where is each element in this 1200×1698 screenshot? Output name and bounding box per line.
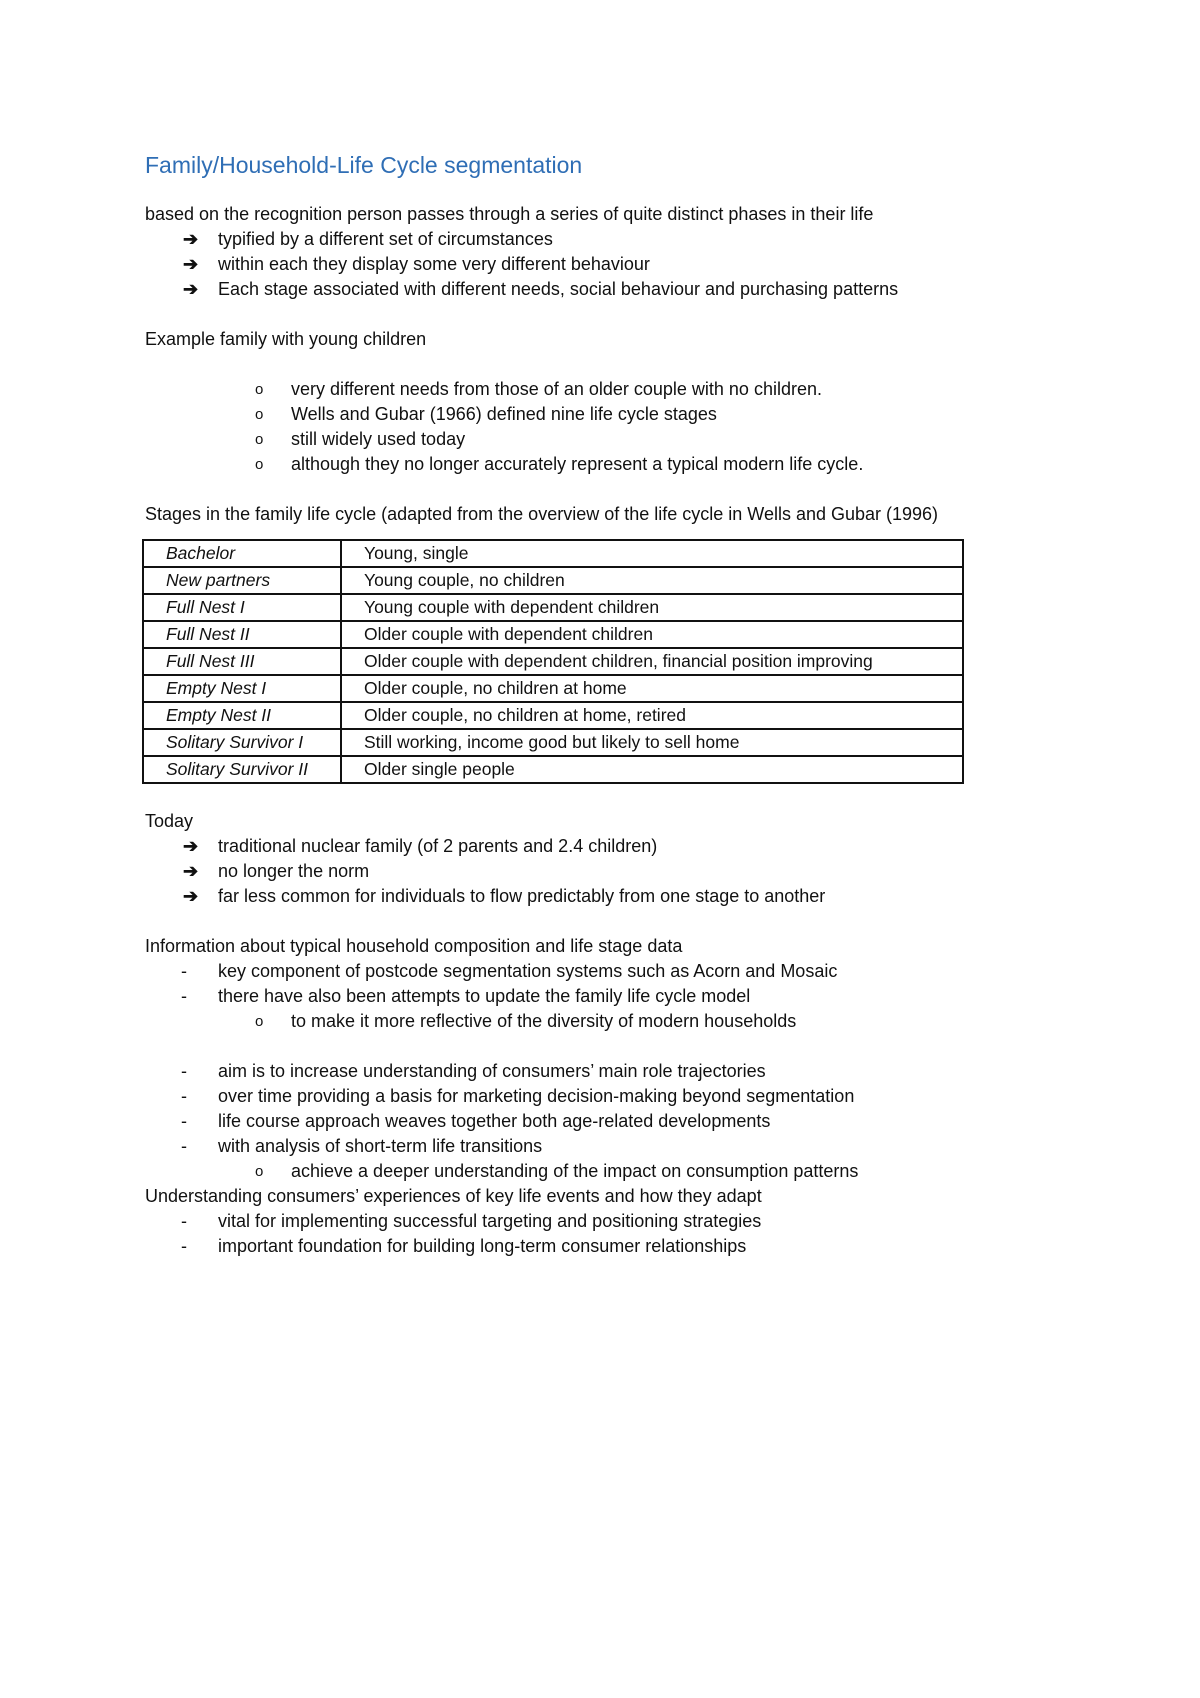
list-item [145,834,1025,859]
list-item-text: typified by a different set of circumstances [218,229,553,249]
list-item [145,984,1025,1009]
arrow-icon: ➔ [183,254,199,274]
arrow-icon: ➔ [183,279,199,299]
stage-cell: New partners [143,567,341,594]
list-item-text: key component of postcode segmentation systems such as Acorn and Mosaic [218,961,838,981]
info-list [145,959,1025,1009]
list-item [145,1109,1025,1134]
dash-bullet-icon: - [181,1061,187,1081]
stage-cell: Solitary Survivor I [143,729,341,756]
stages-table [142,539,964,784]
understanding-heading: Understanding consumers’ experiences of key life events and how they adapt [145,1186,762,1206]
list-item [145,1234,1025,1259]
description-cell: Older single people [341,756,963,783]
stage-cell: Full Nest III [143,648,341,675]
list-item [145,1209,1025,1234]
circle-bullet-icon: o [255,406,264,423]
document-page [145,150,1025,1259]
arrow-icon: ➔ [183,861,199,881]
list-item-text: far less common for individuals to flow predictably from one stage to another [218,886,826,906]
intro-text: based on the recognition person passes through a series of quite distinct phases in their life [145,204,874,224]
list-item-text: life course approach weaves together both age-related developments [218,1111,771,1131]
description-cell: Older couple with dependent children [341,621,963,648]
stage-cell: Empty Nest I [143,675,341,702]
list-item-text: traditional nuclear family (of 2 parents and 2.4 children) [218,836,658,856]
list-item-text: with analysis of short-term life transitions [218,1136,543,1156]
spacer [145,352,1025,377]
table-row [143,729,963,756]
today-heading: Today [145,811,194,831]
arrow-icon: ➔ [183,836,199,856]
stage-cell: Empty Nest II [143,702,341,729]
stage-cell: Full Nest II [143,621,341,648]
list-item [145,1134,1025,1159]
list-item [145,959,1025,984]
list-item [145,1084,1025,1109]
dash-bullet-icon: - [181,961,187,981]
table-row [143,756,963,783]
list-item-text: within each they display some very different behaviour [218,254,650,274]
list-item-text: aim is to increase understanding of consumers’ main role trajectories [218,1061,766,1081]
list-item-text: Wells and Gubar (1966) defined nine life cycle stages [291,404,717,424]
spacer [145,784,1025,809]
list-item [145,1009,1025,1034]
intro-list [145,227,1025,302]
circle-bullet-icon: o [255,381,264,398]
list-item [145,427,1025,452]
circle-bullet-icon: o [255,456,264,473]
dash-bullet-icon: - [181,1086,187,1106]
list-item [145,252,1025,277]
list-item-text: Each stage associated with different needs, social behaviour and purchasing patterns [218,279,899,299]
stage-cell: Solitary Survivor II [143,756,341,783]
dash-bullet-icon: - [181,1236,187,1256]
circle-bullet-icon: o [255,431,264,448]
list-item-text: over time providing a basis for marketing decision-making beyond segmentation [218,1086,855,1106]
table-row [143,540,963,567]
document-title: Family/Household-Life Cycle segmentation [145,152,583,178]
list-item [145,1059,1025,1084]
table-row [143,675,963,702]
table-row [143,567,963,594]
stage-cell: Full Nest I [143,594,341,621]
dash-bullet-icon: - [181,1136,187,1156]
dash-bullet-icon: - [181,986,187,1006]
dash-bullet-icon: - [181,1211,187,1231]
description-cell: Still working, income good but likely to sell home [341,729,963,756]
circle-bullet-icon: o [255,1163,264,1180]
circle-bullet-icon: o [255,1013,264,1030]
list-item-text: to make it more reflective of the diversity of modern households [291,1011,797,1031]
list-item [145,452,1025,477]
stages-caption: Stages in the family life cycle (adapted from the overview of the life cycle in Wells and Gubar (1996) [145,504,939,524]
description-cell: Older couple, no children at home, retired [341,702,963,729]
today-list [145,834,1025,909]
aims-list [145,1059,1025,1159]
spacer [145,477,1025,502]
description-cell: Young couple with dependent children [341,594,963,621]
description-cell: Older couple, no children at home [341,675,963,702]
arrow-icon: ➔ [183,886,199,906]
info-sub-list [145,1009,1025,1034]
table-row [143,594,963,621]
spacer [145,1034,1025,1059]
dash-bullet-icon: - [181,1111,187,1131]
description-cell: Older couple with dependent children, financial position improving [341,648,963,675]
info-heading: Information about typical household composition and life stage data [145,936,683,956]
list-item-text: very different needs from those of an older couple with no children. [291,379,822,399]
example-list [145,377,1025,477]
list-item-text: vital for implementing successful targeting and positioning strategies [218,1211,762,1231]
arrow-icon: ➔ [183,229,199,249]
description-cell: Young, single [341,540,963,567]
list-item [145,377,1025,402]
example-heading: Example family with young children [145,329,427,349]
spacer [145,302,1025,327]
list-item-text: important foundation for building long-term consumer relationships [218,1236,747,1256]
table-row [143,621,963,648]
understanding-list [145,1209,1025,1259]
spacer [145,909,1025,934]
list-item [145,1159,1025,1184]
list-item [145,884,1025,909]
list-item [145,859,1025,884]
list-item-text: there have also been attempts to update the family life cycle model [218,986,751,1006]
aims-sub-list [145,1159,1025,1184]
list-item-text: still widely used today [291,429,466,449]
list-item-text: although they no longer accurately represent a typical modern life cycle. [291,454,864,474]
list-item [145,277,1025,302]
table-row [143,702,963,729]
stage-cell: Bachelor [143,540,341,567]
description-cell: Young couple, no children [341,567,963,594]
list-item-text: no longer the norm [218,861,370,881]
table-row [143,648,963,675]
list-item [145,402,1025,427]
list-item [145,227,1025,252]
list-item-text: achieve a deeper understanding of the impact on consumption patterns [291,1161,859,1181]
